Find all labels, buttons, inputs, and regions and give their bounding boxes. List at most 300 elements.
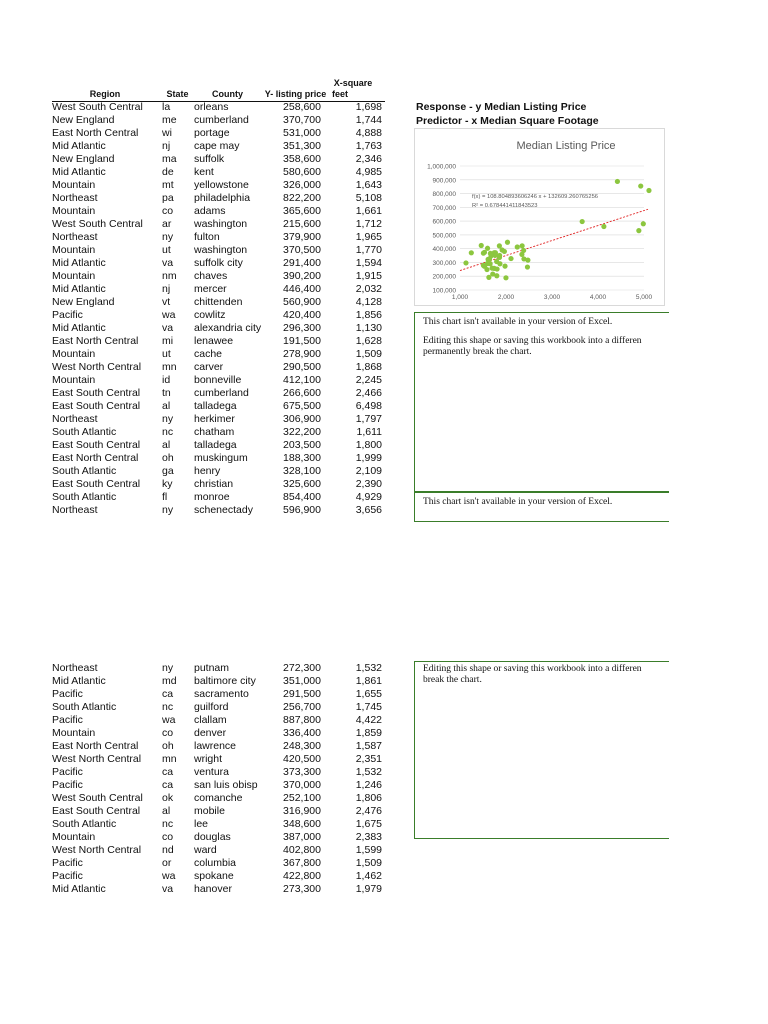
region-cell[interactable]: Northeast bbox=[52, 413, 98, 425]
data-point bbox=[615, 179, 620, 184]
table-row bbox=[52, 413, 388, 426]
county-cell[interactable]: bonneville bbox=[194, 374, 242, 386]
region-cell[interactable]: South Atlantic bbox=[52, 465, 117, 477]
county-cell[interactable]: talladega bbox=[194, 400, 237, 412]
state-cell[interactable]: co bbox=[162, 831, 174, 843]
county-cell[interactable]: suffolk bbox=[194, 153, 225, 165]
data-point bbox=[497, 243, 502, 248]
price-cell[interactable]: 215,600 bbox=[283, 218, 321, 230]
county-cell[interactable]: chatham bbox=[194, 426, 235, 438]
region-cell[interactable]: Northeast bbox=[52, 231, 98, 243]
state-cell[interactable]: mt bbox=[162, 179, 174, 191]
table-row bbox=[52, 179, 388, 192]
sqft-cell[interactable]: 1,611 bbox=[356, 426, 382, 438]
sqft-cell[interactable]: 4,128 bbox=[355, 296, 382, 308]
county-cell[interactable]: lee bbox=[194, 818, 209, 830]
county-cell[interactable]: lawrence bbox=[194, 740, 237, 752]
price-cell[interactable]: 258,600 bbox=[283, 101, 321, 113]
data-point bbox=[485, 246, 490, 251]
state-cell[interactable]: de bbox=[162, 166, 174, 178]
response-note: Response - y Median Listing Price bbox=[416, 101, 587, 113]
county-cell[interactable]: comanche bbox=[194, 792, 243, 804]
sqft-cell[interactable]: 1,797 bbox=[355, 413, 382, 425]
sqft-cell[interactable]: 1,763 bbox=[355, 140, 382, 152]
sqft-cell[interactable]: 1,462 bbox=[355, 870, 382, 882]
y-tick-label: 100,000 bbox=[432, 287, 456, 295]
table-row bbox=[52, 662, 388, 675]
sqft-cell[interactable]: 1,246 bbox=[355, 779, 382, 791]
county-cell[interactable]: cache bbox=[194, 348, 223, 360]
state-cell[interactable]: mn bbox=[162, 361, 177, 373]
state-cell[interactable]: ny bbox=[162, 413, 174, 425]
price-cell[interactable]: 596,900 bbox=[283, 504, 321, 516]
sqft-cell[interactable]: 1,806 bbox=[355, 792, 382, 804]
state-cell[interactable]: co bbox=[162, 727, 174, 739]
state-cell[interactable]: nm bbox=[162, 270, 177, 282]
state-cell[interactable]: ca bbox=[162, 779, 174, 791]
price-cell[interactable]: 358,600 bbox=[283, 153, 321, 165]
county-cell[interactable]: cape may bbox=[194, 140, 240, 152]
data-point bbox=[502, 264, 507, 269]
county-cell[interactable]: douglas bbox=[194, 831, 231, 843]
price-cell[interactable]: 290,500 bbox=[283, 361, 321, 373]
sqft-cell[interactable]: 1,130 bbox=[355, 322, 382, 334]
state-cell[interactable]: ut bbox=[162, 348, 171, 360]
region-cell[interactable]: South Atlantic bbox=[52, 491, 117, 503]
county-cell[interactable]: muskingum bbox=[194, 452, 248, 464]
state-cell[interactable]: ar bbox=[162, 218, 172, 230]
county-cell[interactable]: philadelphia bbox=[194, 192, 251, 204]
sqft-cell[interactable]: 2,383 bbox=[355, 831, 382, 843]
state-cell[interactable]: md bbox=[162, 675, 177, 687]
price-cell[interactable]: 203,500 bbox=[283, 439, 321, 451]
state-cell[interactable]: fl bbox=[162, 491, 168, 503]
price-cell[interactable]: 387,000 bbox=[283, 831, 321, 843]
state-cell[interactable]: ga bbox=[162, 465, 174, 477]
price-cell[interactable]: 316,900 bbox=[283, 805, 321, 817]
sqft-cell[interactable]: 2,346 bbox=[355, 153, 382, 165]
sqft-cell[interactable]: 1,587 bbox=[355, 740, 382, 752]
region-cell[interactable]: Mid Atlantic bbox=[52, 322, 106, 334]
region-cell[interactable]: Pacific bbox=[52, 857, 83, 869]
region-cell[interactable]: New England bbox=[52, 114, 115, 126]
sqft-cell[interactable]: 5,108 bbox=[355, 192, 382, 204]
price-cell[interactable]: 296,300 bbox=[283, 322, 321, 334]
sqft-cell[interactable]: 1,532 bbox=[355, 662, 382, 674]
sqft-cell[interactable]: 1,509 bbox=[355, 348, 382, 360]
table-row bbox=[52, 805, 388, 818]
region-cell[interactable]: Mountain bbox=[52, 348, 96, 360]
price-cell[interactable]: 291,400 bbox=[283, 257, 321, 269]
region-cell[interactable]: Pacific bbox=[52, 714, 83, 726]
state-cell[interactable]: oh bbox=[162, 740, 174, 752]
price-cell[interactable]: 420,500 bbox=[283, 753, 321, 765]
chart-placeholder-2[interactable] bbox=[414, 492, 669, 522]
county-cell[interactable]: chittenden bbox=[194, 296, 243, 308]
county-cell[interactable]: talladega bbox=[194, 439, 237, 451]
data-point bbox=[508, 256, 513, 261]
state-cell[interactable]: ma bbox=[162, 153, 177, 165]
region-cell[interactable]: East South Central bbox=[52, 387, 141, 399]
state-cell[interactable]: nc bbox=[162, 701, 174, 713]
chart-placeholder-1[interactable] bbox=[414, 312, 669, 492]
region-cell[interactable]: West North Central bbox=[52, 844, 142, 856]
region-cell[interactable]: Pacific bbox=[52, 309, 83, 321]
trend-equation: f(x) = 108.804893606246 x + 132609.260765256 bbox=[472, 194, 599, 200]
sqft-cell[interactable]: 3,656 bbox=[355, 504, 382, 516]
state-cell[interactable]: nj bbox=[162, 283, 171, 295]
sqft-cell[interactable]: 1,509 bbox=[355, 857, 382, 869]
state-cell[interactable]: co bbox=[162, 205, 174, 217]
sqft-cell[interactable]: 4,929 bbox=[355, 491, 382, 503]
region-cell[interactable]: Pacific bbox=[52, 688, 83, 700]
state-cell[interactable]: mi bbox=[162, 335, 174, 347]
county-cell[interactable]: alexandria city bbox=[194, 322, 262, 334]
region-cell[interactable]: Mid Atlantic bbox=[52, 675, 106, 687]
state-cell[interactable]: al bbox=[162, 439, 171, 451]
sqft-cell[interactable]: 1,859 bbox=[355, 727, 382, 739]
price-cell[interactable]: 373,300 bbox=[283, 766, 321, 778]
sqft-cell[interactable]: 2,245 bbox=[355, 374, 382, 386]
county-cell[interactable]: san luis obisp bbox=[194, 779, 258, 791]
state-cell[interactable]: pa bbox=[162, 192, 174, 204]
data-point bbox=[494, 266, 499, 271]
county-cell[interactable]: fulton bbox=[194, 231, 220, 243]
county-cell[interactable]: baltimore city bbox=[194, 675, 256, 687]
state-cell[interactable]: ca bbox=[162, 766, 174, 778]
price-cell[interactable]: 580,600 bbox=[283, 166, 321, 178]
sqft-cell[interactable]: 1,698 bbox=[355, 101, 382, 113]
region-cell[interactable]: East North Central bbox=[52, 452, 139, 464]
price-cell[interactable]: 822,200 bbox=[283, 192, 321, 204]
state-cell[interactable]: tn bbox=[162, 387, 171, 399]
state-cell[interactable]: ok bbox=[162, 792, 174, 804]
county-cell[interactable]: hanover bbox=[194, 883, 232, 895]
region-cell[interactable]: Pacific bbox=[52, 766, 83, 778]
county-cell[interactable]: ventura bbox=[194, 766, 230, 778]
sqft-cell[interactable]: 2,109 bbox=[355, 465, 382, 477]
price-cell[interactable]: 379,900 bbox=[283, 231, 321, 243]
region-cell[interactable]: East South Central bbox=[52, 439, 141, 451]
table-row bbox=[52, 452, 388, 465]
state-cell[interactable]: or bbox=[162, 857, 172, 869]
sqft-cell[interactable]: 2,032 bbox=[355, 283, 382, 295]
region-cell[interactable]: West South Central bbox=[52, 792, 143, 804]
region-cell[interactable]: Mid Atlantic bbox=[52, 283, 106, 295]
sqft-cell[interactable]: 4,422 bbox=[355, 714, 382, 726]
table-row bbox=[52, 400, 388, 413]
state-cell[interactable]: nd bbox=[162, 844, 174, 856]
data-point bbox=[521, 248, 526, 253]
r-squared-label: R² = 0.678441411843523 bbox=[472, 203, 538, 209]
sqft-cell[interactable]: 1,800 bbox=[355, 439, 382, 451]
region-cell[interactable]: Mountain bbox=[52, 727, 96, 739]
county-cell[interactable]: cumberland bbox=[194, 114, 249, 126]
state-cell[interactable]: wi bbox=[162, 127, 172, 139]
region-cell[interactable]: East South Central bbox=[52, 805, 141, 817]
price-cell[interactable]: 370,000 bbox=[283, 779, 321, 791]
price-cell[interactable]: 420,400 bbox=[283, 309, 321, 321]
state-cell[interactable]: wa bbox=[162, 870, 176, 882]
region-cell[interactable]: West South Central bbox=[52, 218, 143, 230]
price-cell[interactable]: 328,100 bbox=[283, 465, 321, 477]
sqft-cell[interactable]: 1,712 bbox=[355, 218, 382, 230]
county-cell[interactable]: clallam bbox=[194, 714, 227, 726]
region-cell[interactable]: Mountain bbox=[52, 179, 96, 191]
data-point bbox=[636, 228, 641, 233]
state-cell[interactable]: ny bbox=[162, 504, 174, 516]
price-cell[interactable]: 191,500 bbox=[283, 335, 321, 347]
price-cell[interactable]: 390,200 bbox=[283, 270, 321, 282]
table-row bbox=[52, 127, 388, 140]
price-cell[interactable]: 306,900 bbox=[283, 413, 321, 425]
state-cell[interactable]: id bbox=[162, 374, 171, 386]
state-cell[interactable]: al bbox=[162, 805, 171, 817]
table-row bbox=[52, 270, 388, 283]
price-cell[interactable]: 278,900 bbox=[283, 348, 321, 360]
state-cell[interactable]: ny bbox=[162, 662, 174, 674]
state-cell[interactable]: oh bbox=[162, 452, 174, 464]
state-cell[interactable]: ut bbox=[162, 244, 171, 256]
price-cell[interactable]: 188,300 bbox=[283, 452, 321, 464]
x-tick-label: 5,000 bbox=[635, 294, 653, 301]
sqft-cell[interactable]: 1,661 bbox=[355, 205, 382, 217]
county-cell[interactable]: kent bbox=[194, 166, 214, 178]
scatter-chart[interactable] bbox=[414, 128, 665, 306]
price-cell[interactable]: 370,700 bbox=[283, 114, 321, 126]
price-cell[interactable]: 351,300 bbox=[283, 140, 321, 152]
price-cell[interactable]: 336,400 bbox=[283, 727, 321, 739]
price-cell[interactable]: 291,500 bbox=[283, 688, 321, 700]
sqft-cell[interactable]: 2,476 bbox=[355, 805, 382, 817]
region-cell[interactable]: East North Central bbox=[52, 740, 139, 752]
sqft-cell[interactable]: 1,655 bbox=[355, 688, 382, 700]
county-cell[interactable]: guilford bbox=[194, 701, 229, 713]
region-cell[interactable]: Northeast bbox=[52, 192, 98, 204]
region-cell[interactable]: East North Central bbox=[52, 127, 139, 139]
table-row bbox=[52, 714, 388, 727]
state-cell[interactable]: va bbox=[162, 257, 174, 269]
region-cell[interactable]: Mountain bbox=[52, 244, 96, 256]
sqft-cell[interactable]: 1,643 bbox=[355, 179, 382, 191]
price-cell[interactable]: 675,500 bbox=[283, 400, 321, 412]
state-cell[interactable]: ny bbox=[162, 231, 174, 243]
x-tick-label: 1,000 bbox=[451, 294, 469, 301]
price-cell[interactable]: 252,100 bbox=[283, 792, 321, 804]
price-cell[interactable]: 367,800 bbox=[283, 857, 321, 869]
sqft-cell[interactable]: 4,985 bbox=[355, 166, 382, 178]
x-tick-label: 3,000 bbox=[543, 294, 561, 301]
county-cell[interactable]: mercer bbox=[194, 283, 227, 295]
price-cell[interactable]: 322,200 bbox=[283, 426, 321, 438]
region-cell[interactable]: Mid Atlantic bbox=[52, 140, 106, 152]
price-cell[interactable]: 402,800 bbox=[283, 844, 321, 856]
table-row bbox=[52, 857, 388, 870]
region-cell[interactable]: Mountain bbox=[52, 205, 96, 217]
sqft-cell[interactable]: 1,532 bbox=[355, 766, 382, 778]
chart-title: Median Listing Price bbox=[516, 140, 616, 152]
county-cell[interactable]: cowlitz bbox=[194, 309, 226, 321]
state-cell[interactable]: al bbox=[162, 400, 171, 412]
data-point bbox=[488, 261, 493, 266]
price-cell[interactable]: 370,500 bbox=[283, 244, 321, 256]
county-cell[interactable]: ward bbox=[194, 844, 217, 856]
sqft-cell[interactable]: 1,599 bbox=[355, 844, 382, 856]
sqft-cell[interactable]: 1,745 bbox=[355, 701, 382, 713]
state-cell[interactable]: mn bbox=[162, 753, 177, 765]
predictor-note: Predictor - x Median Square Footage bbox=[416, 115, 599, 127]
county-cell[interactable]: putnam bbox=[194, 662, 230, 674]
region-cell[interactable]: Mountain bbox=[52, 270, 96, 282]
region-cell[interactable]: South Atlantic bbox=[52, 426, 117, 438]
placeholder-2-message: This chart isn't available in your version of Excel. bbox=[423, 497, 613, 507]
state-cell[interactable]: nc bbox=[162, 818, 174, 830]
county-cell[interactable]: sacramento bbox=[194, 688, 249, 700]
county-cell[interactable]: wright bbox=[194, 753, 223, 765]
price-cell[interactable]: 412,100 bbox=[283, 374, 321, 386]
region-cell[interactable]: Mountain bbox=[52, 831, 96, 843]
price-cell[interactable]: 365,600 bbox=[283, 205, 321, 217]
county-cell[interactable]: columbia bbox=[194, 857, 237, 869]
sqft-cell[interactable]: 1,861 bbox=[355, 675, 382, 687]
y-tick-label: 200,000 bbox=[432, 273, 456, 281]
region-cell[interactable]: Mid Atlantic bbox=[52, 257, 106, 269]
county-cell[interactable]: washington bbox=[194, 244, 248, 256]
sqft-cell[interactable]: 1,868 bbox=[355, 361, 382, 373]
header-price: Y- listing price bbox=[264, 89, 327, 99]
table-row bbox=[52, 688, 388, 701]
county-cell[interactable]: christian bbox=[194, 478, 234, 490]
sqft-cell[interactable]: 2,351 bbox=[355, 753, 382, 765]
price-cell[interactable]: 531,000 bbox=[283, 127, 321, 139]
table-row bbox=[52, 257, 388, 270]
county-cell[interactable]: henry bbox=[194, 465, 221, 477]
sqft-cell[interactable]: 6,498 bbox=[355, 400, 382, 412]
state-cell[interactable]: la bbox=[162, 101, 171, 113]
table-row bbox=[52, 231, 388, 244]
price-cell[interactable]: 422,800 bbox=[283, 870, 321, 882]
region-cell[interactable]: New England bbox=[52, 153, 115, 165]
state-cell[interactable]: nj bbox=[162, 140, 171, 152]
county-cell[interactable]: mobile bbox=[194, 805, 225, 817]
region-cell[interactable]: Mountain bbox=[52, 374, 96, 386]
sqft-cell[interactable]: 2,466 bbox=[355, 387, 382, 399]
sqft-cell[interactable]: 1,628 bbox=[355, 335, 382, 347]
price-cell[interactable]: 446,400 bbox=[283, 283, 321, 295]
state-cell[interactable]: ky bbox=[162, 478, 173, 490]
sqft-cell[interactable]: 1,915 bbox=[355, 270, 382, 282]
state-cell[interactable]: va bbox=[162, 322, 174, 334]
region-cell[interactable]: South Atlantic bbox=[52, 818, 117, 830]
table-row bbox=[52, 218, 388, 231]
region-cell[interactable]: East South Central bbox=[52, 400, 141, 412]
region-cell[interactable]: Mid Atlantic bbox=[52, 883, 106, 895]
sqft-cell[interactable]: 1,744 bbox=[355, 114, 382, 126]
region-cell[interactable]: Mid Atlantic bbox=[52, 166, 106, 178]
region-cell[interactable]: East South Central bbox=[52, 478, 141, 490]
county-cell[interactable]: washington bbox=[194, 218, 248, 230]
region-cell[interactable]: West North Central bbox=[52, 753, 142, 765]
county-cell[interactable]: herkimer bbox=[194, 413, 235, 425]
sqft-cell[interactable]: 1,965 bbox=[355, 231, 382, 243]
price-cell[interactable]: 348,600 bbox=[283, 818, 321, 830]
state-cell[interactable]: wa bbox=[162, 714, 176, 726]
region-cell[interactable]: East North Central bbox=[52, 335, 139, 347]
county-cell[interactable]: adams bbox=[194, 205, 226, 217]
chart-placeholder-3[interactable] bbox=[414, 661, 669, 839]
county-cell[interactable]: suffolk city bbox=[194, 257, 243, 269]
sqft-cell[interactable]: 2,390 bbox=[355, 478, 382, 490]
state-cell[interactable]: me bbox=[162, 114, 177, 126]
table-row bbox=[52, 504, 388, 517]
price-cell[interactable]: 256,700 bbox=[283, 701, 321, 713]
state-cell[interactable]: vt bbox=[162, 296, 171, 308]
data-point bbox=[520, 243, 525, 248]
region-cell[interactable]: South Atlantic bbox=[52, 701, 117, 713]
data-point bbox=[463, 260, 468, 265]
county-cell[interactable]: portage bbox=[194, 127, 230, 139]
price-cell[interactable]: 325,600 bbox=[283, 478, 321, 490]
sqft-cell[interactable]: 1,770 bbox=[355, 244, 382, 256]
state-cell[interactable]: wa bbox=[162, 309, 176, 321]
price-cell[interactable]: 326,000 bbox=[283, 179, 321, 191]
region-cell[interactable]: Pacific bbox=[52, 779, 83, 791]
county-cell[interactable]: monroe bbox=[194, 491, 230, 503]
region-cell[interactable]: Pacific bbox=[52, 870, 83, 882]
sqft-cell[interactable]: 1,675 bbox=[355, 818, 382, 830]
state-cell[interactable]: va bbox=[162, 883, 174, 895]
price-cell[interactable]: 887,800 bbox=[283, 714, 321, 726]
table-row bbox=[52, 766, 388, 779]
price-cell[interactable]: 351,000 bbox=[283, 675, 321, 687]
state-cell[interactable]: ca bbox=[162, 688, 174, 700]
state-cell[interactable]: nc bbox=[162, 426, 174, 438]
data-point bbox=[641, 221, 646, 226]
placeholder-1-warning-cont: permanently break the chart. bbox=[423, 347, 532, 357]
sqft-cell[interactable]: 1,979 bbox=[355, 883, 382, 895]
county-cell[interactable]: chaves bbox=[194, 270, 228, 282]
price-cell[interactable]: 560,900 bbox=[283, 296, 321, 308]
sqft-cell[interactable]: 1,856 bbox=[355, 309, 382, 321]
region-cell[interactable]: New England bbox=[52, 296, 115, 308]
data-point bbox=[503, 275, 508, 280]
price-cell[interactable]: 266,600 bbox=[283, 387, 321, 399]
sqft-cell[interactable]: 1,999 bbox=[355, 452, 382, 464]
sqft-cell[interactable]: 1,594 bbox=[355, 257, 382, 269]
header-state: State bbox=[166, 89, 189, 99]
county-cell[interactable]: schenectady bbox=[194, 504, 253, 516]
region-cell[interactable]: Northeast bbox=[52, 504, 98, 516]
county-cell[interactable]: cumberland bbox=[194, 387, 249, 399]
price-cell[interactable]: 272,300 bbox=[283, 662, 321, 674]
county-cell[interactable]: orleans bbox=[194, 101, 229, 113]
region-cell[interactable]: West North Central bbox=[52, 361, 142, 373]
sqft-cell[interactable]: 4,888 bbox=[355, 127, 382, 139]
data-point bbox=[525, 258, 530, 263]
price-cell[interactable]: 854,400 bbox=[283, 491, 321, 503]
county-cell[interactable]: yellowstone bbox=[194, 179, 249, 191]
table-row bbox=[52, 387, 388, 400]
county-cell[interactable]: lenawee bbox=[194, 335, 234, 347]
placeholder-3-warning-cont: break the chart. bbox=[423, 675, 482, 685]
county-cell[interactable]: spokane bbox=[194, 870, 234, 882]
price-cell[interactable]: 273,300 bbox=[283, 883, 321, 895]
county-cell[interactable]: denver bbox=[194, 727, 227, 739]
county-cell[interactable]: carver bbox=[194, 361, 224, 373]
region-cell[interactable]: West South Central bbox=[52, 101, 143, 113]
region-cell[interactable]: Northeast bbox=[52, 662, 98, 674]
price-cell[interactable]: 248,300 bbox=[283, 740, 321, 752]
